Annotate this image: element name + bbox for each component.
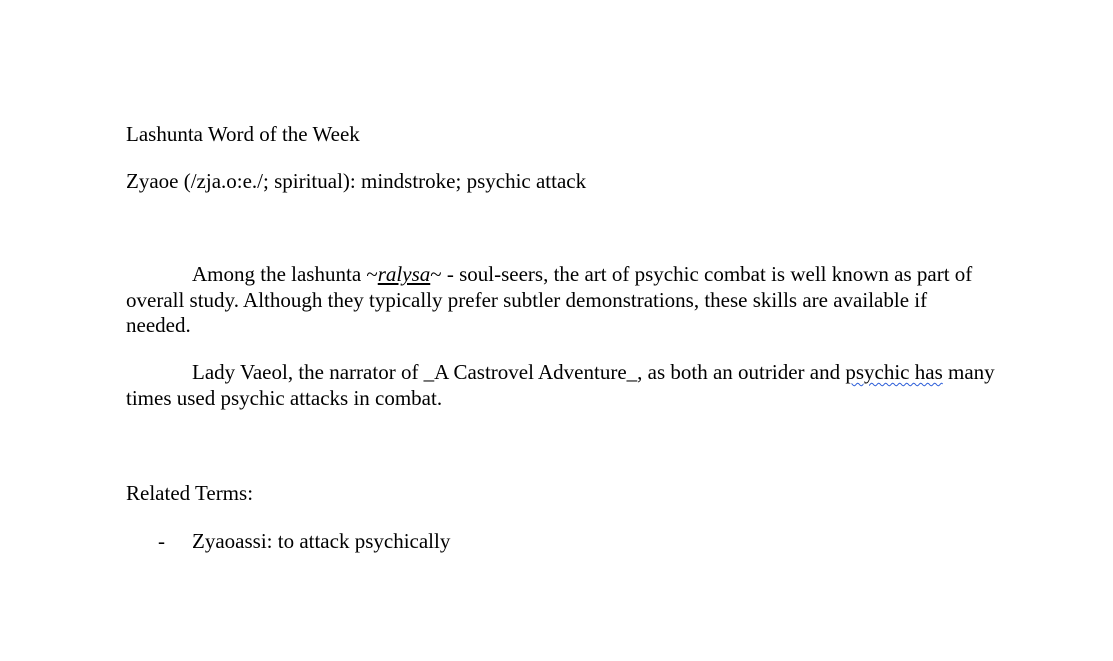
list-bullet: - xyxy=(158,529,165,553)
document-heading: Lashunta Word of the Week xyxy=(126,122,360,146)
word-entry: Zyaoe (/zja.o:e./; spiritual): mindstroke; psychic attack xyxy=(126,169,587,193)
paragraph-psychic-combat xyxy=(126,262,996,339)
paragraph-lady-vaeol xyxy=(126,360,996,411)
ralysa-term: ralysa xyxy=(377,262,431,286)
paragraph-text: Lady Vaeol, the narrator of _A Castrovel Adventure_, as both an outrider and xyxy=(192,360,846,384)
spellcheck-flagged-text[interactable]: psychic has xyxy=(845,360,943,384)
paragraph-text: Among the lashunta ~ xyxy=(192,262,378,286)
related-term: Zyaoassi: to attack psychically xyxy=(192,529,451,553)
paragraph-text: ~ - soul-seers, the art of psychic combat is well known as part of overall study. Although they typically prefer subtler demonstrations, these skills are available if needed. xyxy=(126,262,973,337)
related-terms-heading: Related Terms: xyxy=(126,481,254,505)
paragraph-text: many times used psychic attacks in combat. xyxy=(126,360,995,410)
